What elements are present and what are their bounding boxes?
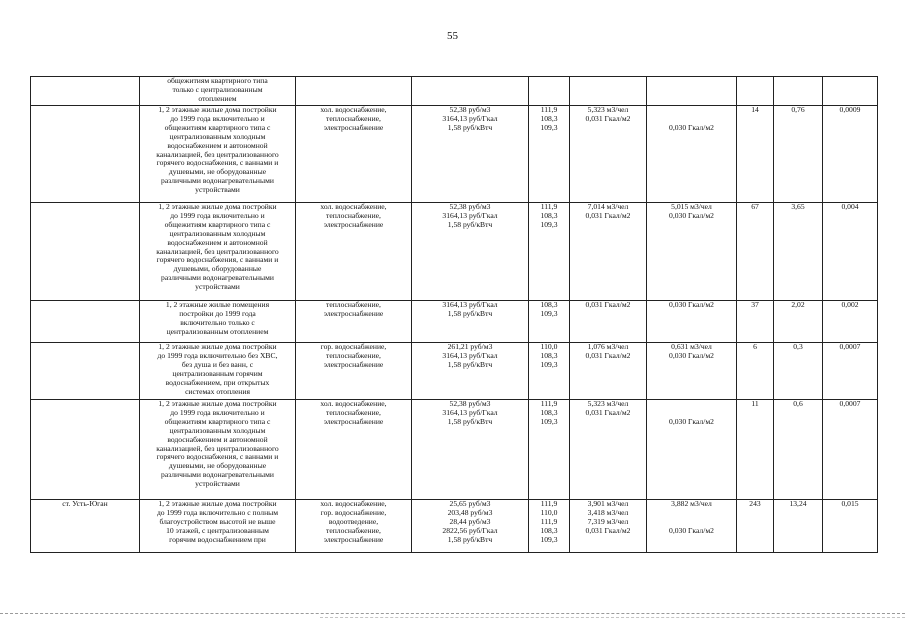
cell-norm-a: 5,323 м3/чел 0,031 Гкал/м2 (570, 106, 647, 203)
cell-settlement: ст. Усть-Юган (31, 500, 140, 553)
cell-category: 1, 2 этажные жилые дома постройки до 1999 года включительно и общежитиям квартирного типа с централизованным холодным водоснабжением и автономной канализацией, без централизованного горячего водоснабжения, с ваннами и душевыми, не оборудованные различными водонагревательными устройствами (140, 106, 296, 203)
scan-artifact-line (0, 613, 905, 614)
cell-settlement (31, 77, 140, 106)
cell-settlement (31, 301, 140, 343)
table-body (31, 77, 878, 553)
cell-utilities (296, 77, 412, 106)
cell-norm-b: 0,631 м3/чел 0,030 Гкал/м2 (647, 343, 737, 400)
cell-settlement (31, 400, 140, 500)
cell-count: 6 (737, 343, 774, 400)
cell-category: общежитиям квартирного типа только с централизованным отоплением (140, 77, 296, 106)
cell-indices: 111,9 108,3 109,3 (529, 400, 570, 500)
table-row (31, 106, 878, 203)
cell-count: 243 (737, 500, 774, 553)
cell-share: 0,0007 (823, 343, 878, 400)
cell-value: 0,76 (774, 106, 823, 203)
cell-tariffs: 3164,13 руб/Гкал 1,58 руб/кВтч (412, 301, 529, 343)
cell-value: 0,3 (774, 343, 823, 400)
cell-norm-b: 0,030 Гкал/м2 (647, 400, 737, 500)
cell-indices: 111,9 108,3 109,3 (529, 106, 570, 203)
cell-settlement (31, 343, 140, 400)
cell-category: 1, 2 этажные жилые дома постройки до 1999 года включительно с полным благоустройством высотой не выше 10 этажей, с централизованным горячим водоснабжением при (140, 500, 296, 553)
cell-utilities: гор. водоснабжение, теплоснабжение, электроснабжение (296, 343, 412, 400)
cell-value: 2,02 (774, 301, 823, 343)
table-row (31, 400, 878, 500)
tariff-table (30, 76, 878, 553)
cell-share: 0,0007 (823, 400, 878, 500)
cell-count: 67 (737, 203, 774, 301)
cell-count: 37 (737, 301, 774, 343)
cell-norm-a: 3,901 м3/чел 3,418 м3/чел 7,319 м3/чел 0,031 Гкал/м2 (570, 500, 647, 553)
cell-norm-a (570, 77, 647, 106)
cell-share (823, 77, 878, 106)
cell-tariffs: 52,38 руб/м3 3164,13 руб/Гкал 1,58 руб/кВтч (412, 203, 529, 301)
cell-category: 1, 2 этажные жилые дома постройки до 1999 года включительно и общежитиям квартирного типа с централизованным холодным водоснабжением и автономной канализацией, без централизованного горячего водоснабжения, с ваннами и душевыми, не оборудованные различными водонагревательными устройствами (140, 400, 296, 500)
cell-indices (529, 77, 570, 106)
cell-indices: 108,3 109,3 (529, 301, 570, 343)
cell-share: 0,004 (823, 203, 878, 301)
cell-tariffs: 52,38 руб/м3 3164,13 руб/Гкал 1,58 руб/кВтч (412, 400, 529, 500)
cell-norm-a: 7,014 м3/чел 0,031 Гкал/м2 (570, 203, 647, 301)
table-row (31, 343, 878, 400)
cell-norm-b: 0,030 Гкал/м2 (647, 301, 737, 343)
cell-count (737, 77, 774, 106)
cell-tariffs: 52,38 руб/м3 3164,13 руб/Гкал 1,58 руб/кВтч (412, 106, 529, 203)
cell-norm-b: 3,882 м3/чел 0,030 Гкал/м2 (647, 500, 737, 553)
cell-norm-a: 0,031 Гкал/м2 (570, 301, 647, 343)
cell-share: 0,002 (823, 301, 878, 343)
cell-tariffs (412, 77, 529, 106)
cell-tariffs: 25,65 руб/м3 203,48 руб/м3 28,44 руб/м3 2822,56 руб/Гкал 1,58 руб/кВтч (412, 500, 529, 553)
cell-category: 1, 2 этажные жилые дома постройки до 1999 года включительно и общежитиям квартирного типа с централизованным холодным водоснабжением и автономной канализацией, без централизованного горячего водоснабжения, с ваннами и душевыми, оборудованные различными водонагревательными устройствами (140, 203, 296, 301)
cell-utilities: хол. водоснабжение, теплоснабжение, электроснабжение (296, 400, 412, 500)
page-number: 55 (447, 30, 458, 42)
cell-settlement (31, 106, 140, 203)
cell-category: 1, 2 этажные жилые дома постройки до 1999 года включительно без ХВС, без душа и без ванн, с централизованным горячим водоснабжением, при открытых системах отопления (140, 343, 296, 400)
cell-indices: 111,9 108,3 109,3 (529, 203, 570, 301)
cell-tariffs: 261,21 руб/м3 3164,13 руб/Гкал 1,58 руб/кВтч (412, 343, 529, 400)
cell-utilities: теплоснабжение, электроснабжение (296, 301, 412, 343)
cell-utilities: хол. водоснабжение, гор. водоснабжение, водоотведение, теплоснабжение, электроснабжение (296, 500, 412, 553)
table-row (31, 500, 878, 553)
cell-count: 11 (737, 400, 774, 500)
cell-category: 1, 2 этажные жилые помещения постройки до 1999 года включительно только с централизованным отоплением (140, 301, 296, 343)
cell-norm-b: 5,015 м3/чел 0,030 Гкал/м2 (647, 203, 737, 301)
cell-value (774, 77, 823, 106)
scan-artifact-line (320, 617, 905, 618)
cell-norm-b (647, 77, 737, 106)
cell-value: 13,24 (774, 500, 823, 553)
cell-share: 0,0009 (823, 106, 878, 203)
cell-settlement (31, 203, 140, 301)
cell-indices: 111,9 110,0 111,9 108,3 109,3 (529, 500, 570, 553)
cell-norm-a: 5,323 м3/чел 0,031 Гкал/м2 (570, 400, 647, 500)
cell-indices: 110,0 108,3 109,3 (529, 343, 570, 400)
table-row (31, 301, 878, 343)
table-row (31, 203, 878, 301)
cell-utilities: хол. водоснабжение, теплоснабжение, электроснабжение (296, 106, 412, 203)
cell-norm-b: 0,030 Гкал/м2 (647, 106, 737, 203)
cell-value: 3,65 (774, 203, 823, 301)
cell-norm-a: 1,076 м3/чел 0,031 Гкал/м2 (570, 343, 647, 400)
cell-share: 0,015 (823, 500, 878, 553)
table-row (31, 77, 878, 106)
cell-value: 0,6 (774, 400, 823, 500)
cell-count: 14 (737, 106, 774, 203)
cell-utilities: хол. водоснабжение, теплоснабжение, электроснабжение (296, 203, 412, 301)
